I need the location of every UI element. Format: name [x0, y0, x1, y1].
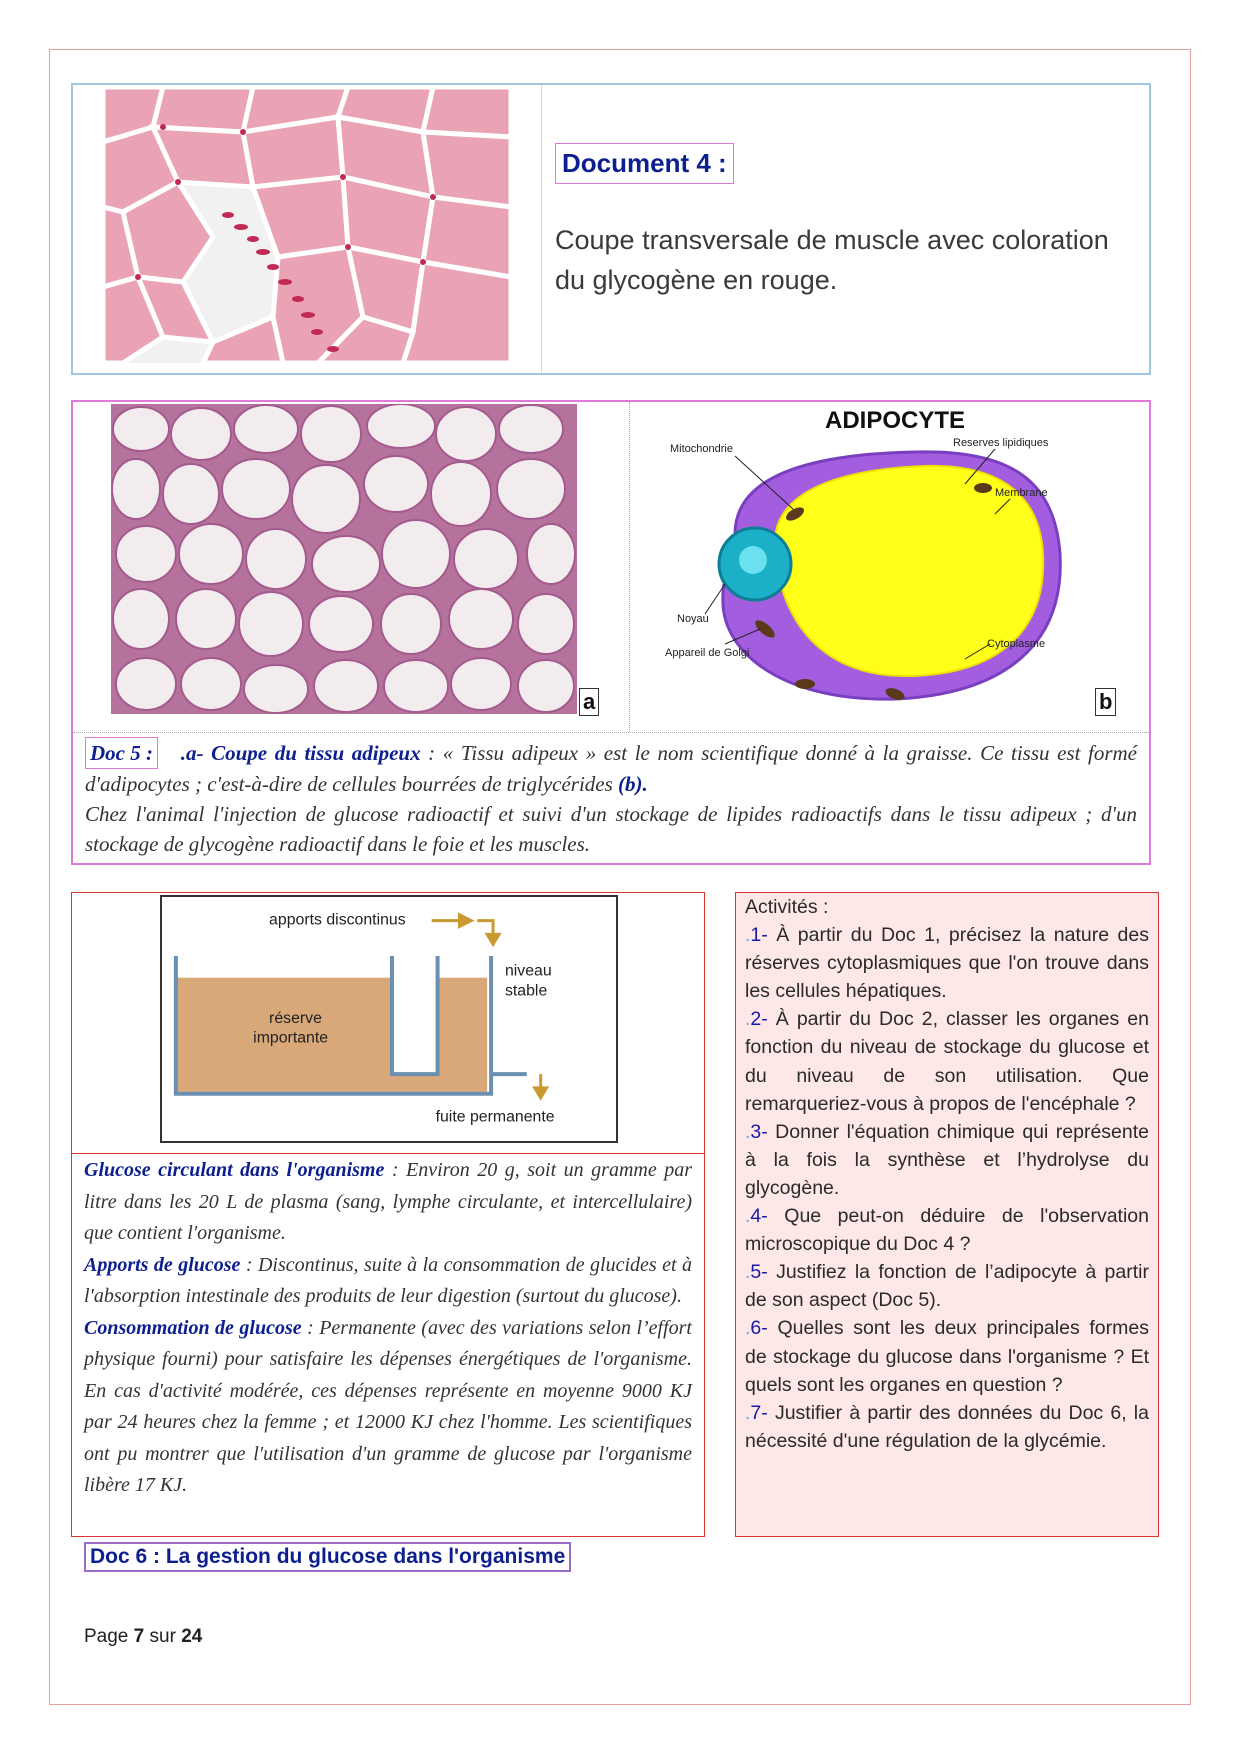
doc5-separator-vertical	[629, 402, 630, 732]
doc5-description	[85, 737, 1137, 859]
adipocyte-label-mitochondrie: Mitochondrie	[670, 443, 733, 455]
doc5-label-b: b	[1095, 688, 1116, 716]
doc6-p3-text: : Permanente (avec des variations selon l’effort physique fourni) pour satisfaire les dépenses énergétiques de l'organisme. En cas d'activité modérée, ces dépenses représente en moyenne 9000 KJ par 24 heures chez la femme ; et 12000 KJ chez l'homme. Les scientifiques ont pu montrer que l'utilisation d'un gramme de glucose par l'organisme libère 17 KJ.	[84, 1316, 692, 1496]
doc5-lead: .a- Coupe du tissu adipeux	[180, 741, 421, 765]
footer-of-word: sur	[149, 1626, 176, 1647]
adipocyte-label-reserves: Reserves lipidiques	[953, 437, 1049, 449]
doc6-p3-head: Consommation de glucose	[84, 1316, 302, 1339]
diagram-reserve1: réserve	[269, 1009, 322, 1027]
diagram-reserve2: importante	[253, 1029, 329, 1047]
doc6-separator	[72, 1153, 704, 1154]
page-footer	[84, 1626, 202, 1648]
doc6-caption: Doc 6 : La gestion du glucose dans l'organisme	[84, 1542, 571, 1572]
activities-title: Activités :	[745, 896, 829, 918]
doc5-text2: Chez l'animal l'injection de glucose radioactif et suivi d'un stockage de lipides radioactifs dans le tissu adipeux ; d'un stockage de glycogène radioactif dans le foie et les muscles.	[85, 802, 1137, 856]
diagram-niveau2: stable	[504, 982, 548, 1000]
adipocyte-diagram	[665, 404, 1125, 724]
activity-item: .1- À partir du Doc 1, précisez la nature des réserves cytoplasmiques que l'on trouve dans les cellules hépatiques.	[745, 924, 1149, 1003]
diagram-apports: apports discontinus	[269, 911, 406, 929]
document-6-box	[71, 892, 705, 1537]
doc4-title: Document 4 :	[555, 143, 734, 184]
doc6-description	[84, 1155, 692, 1502]
adipocyte-label-membrane: Membrane	[995, 487, 1048, 499]
document-4-box	[71, 83, 1151, 375]
adipocyte-title: ADIPOCYTE	[824, 407, 966, 434]
activity-item: .4- Que peut-on déduire de l'observation microscopique du Doc 4 ?	[745, 1205, 1149, 1256]
diagram-fuite: fuite permanente	[435, 1108, 555, 1126]
doc5-text1: : « Tissu adipeux » est le nom scientifique donné à la graisse. Ce tissu est formé d'adipocytes ; c'est-à-dire de cellules bourrées de triglycérides	[85, 741, 1137, 796]
doc5-tag: Doc 5 :	[85, 737, 158, 769]
glucose-reservoir-diagram	[160, 895, 618, 1143]
doc6-p2-text: : Discontinus, suite à la consommation de glucides et à l'absorption intestinale des produits de leur digestion (surtout du glucose).	[84, 1253, 692, 1307]
doc4-divider	[541, 85, 542, 373]
adipocyte-label-cytoplasme: Cytoplasme	[987, 638, 1046, 650]
activity-item: .3- Donner l'équation chimique qui représente à la fois la synthèse et l’hydrolyse du glycogène.	[745, 1120, 1149, 1199]
doc5-text1-b: (b).	[618, 772, 648, 796]
doc5-label-a: a	[579, 688, 599, 716]
doc6-p2-head: Apports de glucose	[84, 1253, 241, 1276]
footer-page-number: 7	[133, 1626, 145, 1647]
activities-list	[745, 893, 1149, 1455]
adipose-tissue-image	[111, 404, 577, 714]
doc4-caption: Coupe transversale de muscle avec coloration du glycogène en rouge.	[555, 225, 1109, 295]
activity-item: .5- Justifiez la fonction de l’adipocyte à partir de son aspect (Doc 5).	[745, 1261, 1149, 1312]
adipocyte-label-noyau: Noyau	[677, 613, 709, 625]
adipocyte-label-golgi: Appareil de Golgi	[665, 647, 750, 659]
activity-item: .6- Quelles sont les deux principales formes de stockage du glucose dans l'organisme ? Et quels sont les organes en question ?	[745, 1317, 1149, 1396]
footer-page-word: Page	[84, 1626, 129, 1647]
activity-item: .7- Justifier à partir des données du Doc 6, la nécessité d'une régulation de la glycémie.	[745, 1401, 1149, 1452]
doc6-p1-head: Glucose circulant dans l'organisme	[84, 1159, 385, 1181]
activity-item: .2- À partir du Doc 2, classer les organes en fonction du niveau de stockage du glucose et du niveau de son utilisation. Que remarqueriez-vous à propos de l'encéphale ?	[745, 1008, 1149, 1115]
doc5-separator-horizontal	[73, 732, 1149, 733]
muscle-section-image	[103, 87, 511, 363]
document-5-box	[71, 400, 1151, 865]
footer-total-pages: 24	[181, 1626, 203, 1647]
activities-box	[735, 892, 1159, 1537]
doc6-p1-text: : Environ 20 g, soit un gramme par litre dans les 20 L de plasma (sang, lymphe circulante, et intercellulaire) que contient l'organisme.	[84, 1159, 693, 1244]
diagram-niveau1: niveau	[504, 962, 552, 980]
